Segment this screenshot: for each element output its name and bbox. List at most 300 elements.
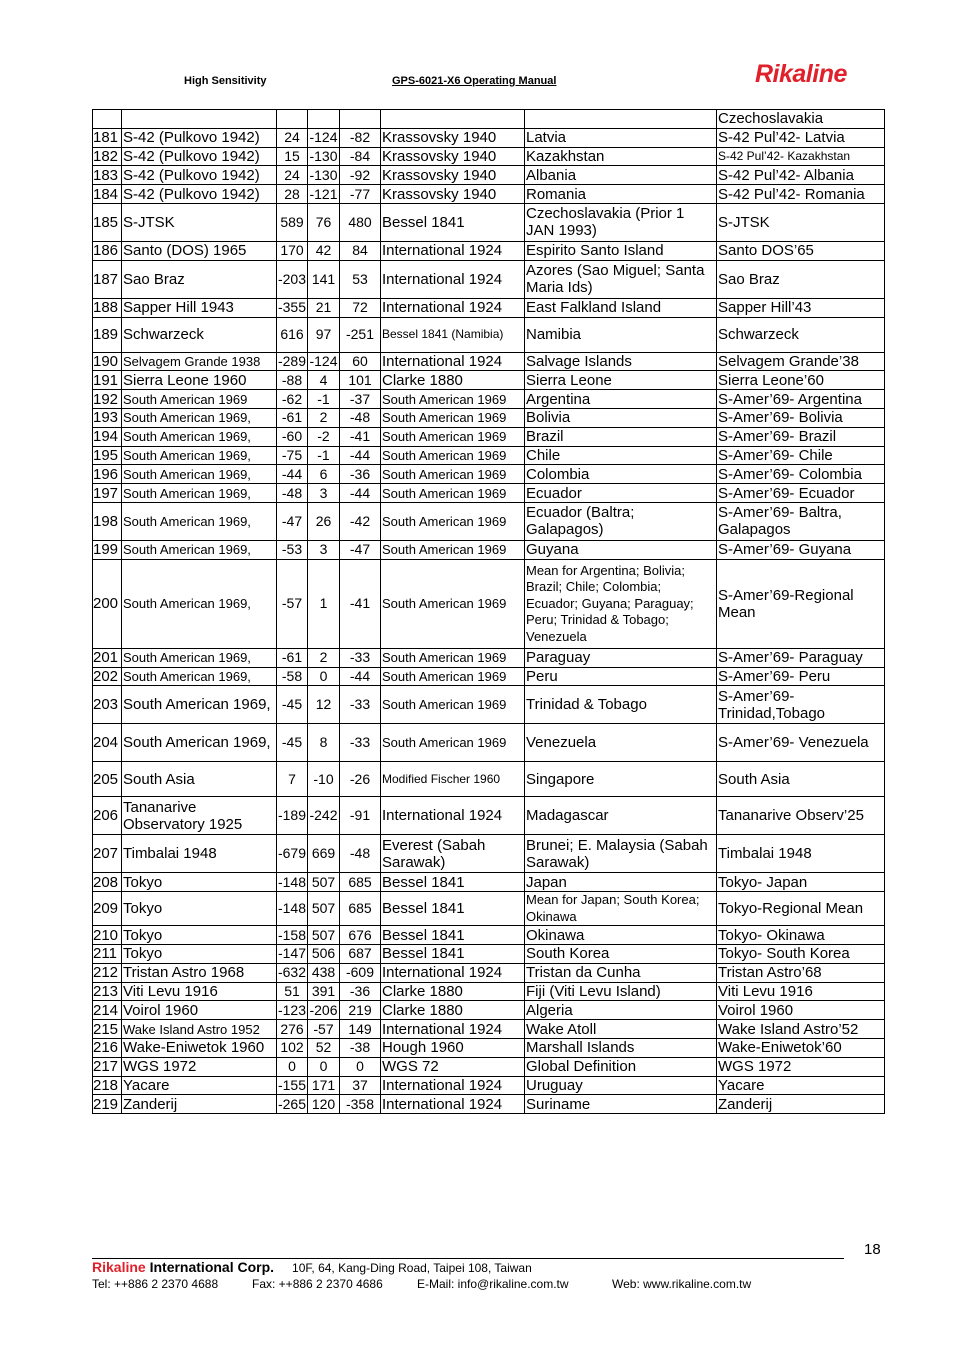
row-index-cell: 191 <box>93 371 122 390</box>
short-name-cell: S-Amer’69- Brazil <box>717 427 885 446</box>
datum-name-cell: South American 1969, <box>122 648 277 667</box>
row-index-cell: 201 <box>93 648 122 667</box>
datum-name-cell: South American 1969, <box>122 502 277 540</box>
table-row <box>93 352 885 371</box>
row-index-cell: 208 <box>93 873 122 892</box>
datum-name-cell: Timbalai 1948 <box>122 835 277 873</box>
delta-x-cell: -679 <box>277 835 308 873</box>
delta-x-cell: 276 <box>277 1020 308 1039</box>
delta-x-cell: -58 <box>277 667 308 686</box>
delta-x-cell: -75 <box>277 446 308 465</box>
delta-z-cell: -48 <box>340 835 381 873</box>
footer-web: Web: www.rikaline.com.tw <box>612 1277 752 1291</box>
delta-x-cell: -355 <box>277 299 307 316</box>
ellipsoid-cell: Krassovsky 1940 <box>381 147 525 166</box>
row-index-cell: 196 <box>93 465 122 484</box>
short-name-cell: Tokyo- Japan <box>717 873 885 892</box>
datum-name-cell: S-42 (Pulkovo 1942) <box>122 185 277 204</box>
table-row <box>93 484 885 503</box>
datum-name-cell: South American 1969, <box>122 484 277 503</box>
ellipsoid-cell: International 1924 <box>381 1095 525 1114</box>
row-index-cell: 192 <box>93 390 122 409</box>
datum-name-cell: Sapper Hill 1943 <box>122 298 277 317</box>
delta-x-cell: -48 <box>277 484 308 503</box>
delta-y-cell: 669 <box>308 835 340 873</box>
short-name-cell: Sao Braz <box>717 260 885 298</box>
delta-z-cell: 687 <box>340 944 381 963</box>
footer-email: E-Mail: info@rikaline.com.tw <box>417 1277 569 1291</box>
row-index-cell: 206 <box>93 797 122 835</box>
row-index-cell: 195 <box>93 446 122 465</box>
delta-y-cell: 507 <box>308 926 340 945</box>
datum-name-cell: S-42 (Pulkovo 1942) <box>122 128 277 147</box>
delta-y-cell: 141 <box>308 260 340 298</box>
datum-name-cell: Tristan Astro 1968 <box>122 963 277 982</box>
delta-y-cell: 1 <box>308 559 340 648</box>
region-cell: Tristan da Cunha <box>525 963 717 982</box>
table-row <box>93 648 885 667</box>
delta-y-cell: 2 <box>308 648 340 667</box>
datum-name-cell: South American 1969, <box>122 408 277 427</box>
ellipsoid-cell: South American 1969 <box>381 667 525 686</box>
short-name-cell: S-Amer’69- Bolivia <box>717 408 885 427</box>
delta-y-cell: 0 <box>308 667 340 686</box>
datum-name-cell: Zanderij <box>122 1095 277 1114</box>
datum-name-cell: Sao Braz <box>122 260 277 298</box>
datum-name-cell: South American 1969, <box>122 686 277 724</box>
delta-y-cell <box>308 110 340 129</box>
region-cell: Latvia <box>525 128 717 147</box>
ellipsoid-cell: Modified Fischer 1960 <box>381 762 525 797</box>
delta-z-cell: 101 <box>340 371 381 390</box>
row-index-cell: 218 <box>93 1076 122 1095</box>
delta-z-cell: -41 <box>340 559 381 648</box>
delta-y-cell: -242 <box>308 797 340 835</box>
delta-x-cell: -148 <box>277 873 307 890</box>
datum-name-cell: South American 1969, <box>122 465 277 484</box>
datum-name-cell: Tokyo <box>122 944 277 963</box>
region-cell: Espirito Santo Island <box>525 241 717 260</box>
table-row <box>93 926 885 945</box>
short-name-cell: S-Amer’69- Baltra, Galapagos <box>717 502 885 540</box>
delta-z-cell: -33 <box>340 648 381 667</box>
short-name-cell: Sapper Hill’43 <box>717 298 885 317</box>
delta-z-cell: 53 <box>340 260 381 298</box>
ellipsoid-cell: Bessel 1841 (Namibia) <box>381 317 525 352</box>
ellipsoid-cell: International 1924 <box>381 797 525 835</box>
ellipsoid-cell: International 1924 <box>381 298 525 317</box>
delta-z-cell: 37 <box>340 1076 381 1095</box>
table-row <box>93 892 885 926</box>
ellipsoid-cell <box>381 110 525 129</box>
delta-x-cell: -289 <box>277 352 307 369</box>
row-index-cell: 199 <box>93 540 122 559</box>
short-name-cell: S-Amer’69- Argentina <box>717 390 885 409</box>
region-cell: Brazil <box>525 427 717 446</box>
table-row <box>93 963 885 982</box>
table-row <box>93 797 885 835</box>
short-name-cell: Voirol 1960 <box>717 1001 885 1020</box>
region-cell: Salvage Islands <box>525 352 717 371</box>
short-name-cell: Czechoslavakia <box>717 110 885 129</box>
short-name-cell: S-Amer’69- Venezuela <box>717 724 885 762</box>
row-index-cell: 189 <box>93 317 122 352</box>
region-cell: Sierra Leone <box>525 371 717 390</box>
region-cell: Algeria <box>525 1001 717 1020</box>
delta-y-cell: 76 <box>308 203 340 241</box>
delta-x-cell: -148 <box>277 892 308 926</box>
row-index-cell: 185 <box>93 203 122 241</box>
region-cell: Madagascar <box>525 797 717 835</box>
region-cell: Mean for Japan; South Korea; Okinawa <box>525 892 717 926</box>
row-index-cell: 210 <box>93 926 122 945</box>
table-row <box>93 944 885 963</box>
datum-table <box>92 109 885 1114</box>
row-index-cell: 200 <box>93 559 122 648</box>
short-name-cell: Yacare <box>717 1076 885 1095</box>
delta-y-cell: 507 <box>308 892 340 926</box>
delta-x-cell: 7 <box>277 762 308 797</box>
ellipsoid-cell: South American 1969 <box>381 724 525 762</box>
datum-name-cell <box>122 110 277 129</box>
short-name-cell: S-JTSK <box>717 203 885 241</box>
table-row <box>93 873 885 892</box>
short-name-cell: S-42 Pul’42- Latvia <box>717 128 885 147</box>
region-cell: Uruguay <box>525 1076 717 1095</box>
delta-x-cell: 28 <box>277 185 308 204</box>
page-number: 18 <box>864 1241 881 1258</box>
footer-fax: Fax: ++886 2 2370 4686 <box>252 1277 383 1291</box>
row-index-cell: 212 <box>93 963 122 982</box>
footer-address: 10F, 64, Kang-Ding Road, Taipei 108, Taiwan <box>292 1261 532 1275</box>
short-name-cell: Santo DOS’65 <box>717 241 885 260</box>
row-index-cell: 184 <box>93 185 122 204</box>
ellipsoid-cell: WGS 72 <box>381 1057 525 1076</box>
table-row <box>93 298 885 317</box>
delta-z-cell: 149 <box>340 1020 381 1039</box>
delta-x-cell: -61 <box>277 408 308 427</box>
delta-x-cell: -45 <box>277 686 308 724</box>
delta-z-cell: -42 <box>340 502 381 540</box>
ellipsoid-cell: South American 1969 <box>381 465 525 484</box>
table-row <box>93 1057 885 1076</box>
ellipsoid-cell: Bessel 1841 <box>381 944 525 963</box>
table-row <box>93 1001 885 1020</box>
short-name-cell: Timbalai 1948 <box>717 835 885 873</box>
short-name-cell: South Asia <box>717 762 885 797</box>
region-cell: Suriname <box>525 1095 717 1114</box>
table-row <box>93 540 885 559</box>
delta-z-cell: -36 <box>340 465 381 484</box>
datum-name-cell: S-JTSK <box>122 203 277 241</box>
region-cell: Argentina <box>525 390 717 409</box>
delta-y-cell: -206 <box>309 1001 338 1018</box>
datum-name-cell: Wake Island Astro 1952 <box>122 1020 277 1039</box>
datum-table-body <box>93 110 885 1114</box>
delta-y-cell: 3 <box>308 540 340 559</box>
delta-x-cell: 24 <box>277 166 308 185</box>
datum-name-cell: Schwarzeck <box>122 317 277 352</box>
region-cell: Ecuador (Baltra; Galapagos) <box>525 502 717 540</box>
delta-z-cell: -251 <box>340 317 381 352</box>
datum-name-cell: South American 1969, <box>122 559 277 648</box>
table-row <box>93 390 885 409</box>
delta-x-cell: 15 <box>277 147 308 166</box>
delta-z-cell: 480 <box>340 203 381 241</box>
ellipsoid-cell: Bessel 1841 <box>381 892 525 926</box>
ellipsoid-cell: Hough 1960 <box>381 1038 525 1057</box>
delta-y-cell: -57 <box>308 1020 340 1039</box>
ellipsoid-cell: Clarke 1880 <box>381 371 525 390</box>
delta-y-cell: 52 <box>308 1038 340 1057</box>
short-name-cell: S-Amer’69-Regional Mean <box>717 559 885 648</box>
delta-x-cell: -47 <box>277 502 308 540</box>
delta-z-cell: 685 <box>340 873 381 892</box>
delta-y-cell: -124 <box>309 129 338 146</box>
row-index-cell: 205 <box>93 762 122 797</box>
region-cell: Romania <box>525 185 717 204</box>
datum-name-cell: WGS 1972 <box>122 1057 277 1076</box>
row-index-cell: 217 <box>93 1057 122 1076</box>
row-index-cell: 198 <box>93 502 122 540</box>
footer-contact-line <box>92 1277 751 1291</box>
delta-y-cell: -130 <box>309 147 338 164</box>
ellipsoid-cell: Everest (Sabah Sarawak) <box>381 835 525 873</box>
row-index-cell: 183 <box>93 166 122 185</box>
short-name-cell: S-42 Pul’42- Albania <box>717 166 885 185</box>
ellipsoid-cell: International 1924 <box>381 352 525 371</box>
delta-y-cell: 391 <box>308 982 340 1001</box>
delta-z-cell: -84 <box>340 147 381 166</box>
datum-name-cell: South American 1969, <box>122 540 277 559</box>
table-row <box>93 502 885 540</box>
datum-name-cell: S-42 (Pulkovo 1942) <box>122 147 277 166</box>
datum-name-cell: Tananarive Observatory 1925 <box>122 797 277 835</box>
row-index-cell: 214 <box>93 1001 122 1020</box>
ellipsoid-cell: South American 1969 <box>381 540 525 559</box>
footer-tel: Tel: ++886 2 2370 4688 <box>92 1277 219 1291</box>
delta-x-cell: -57 <box>277 559 308 648</box>
region-cell: Global Definition <box>525 1057 717 1076</box>
delta-z-cell: 685 <box>340 892 381 926</box>
header-manual-title: GPS-6021-X6 Operating Manual <box>392 75 557 87</box>
ellipsoid-cell: Clarke 1880 <box>381 1001 525 1020</box>
delta-z-cell: -609 <box>340 963 381 982</box>
delta-y-cell: 26 <box>308 502 340 540</box>
delta-y-cell: 171 <box>308 1076 340 1095</box>
delta-z-cell: -37 <box>340 390 381 409</box>
ellipsoid-cell: South American 1969 <box>381 390 525 409</box>
region-cell: Wake Atoll <box>525 1020 717 1039</box>
row-index-cell: 187 <box>93 260 122 298</box>
short-name-cell: S-Amer’69- Trinidad,Tobago <box>717 686 885 724</box>
region-cell: Peru <box>525 667 717 686</box>
delta-x-cell: -189 <box>277 797 308 835</box>
row-index-cell: 190 <box>93 352 122 371</box>
table-row <box>93 559 885 648</box>
datum-name-cell: Viti Levu 1916 <box>122 982 277 1001</box>
footer-company: International Corp. <box>145 1259 275 1275</box>
row-index-cell: 203 <box>93 686 122 724</box>
row-index-cell: 186 <box>93 241 122 260</box>
delta-y-cell: -124 <box>309 352 338 369</box>
table-row <box>93 110 885 129</box>
delta-x-cell: -45 <box>277 724 308 762</box>
region-cell: Namibia <box>525 317 717 352</box>
region-cell: Ecuador <box>525 484 717 503</box>
region-cell: Fiji (Viti Levu Island) <box>525 982 717 1001</box>
region-cell: Brunei; E. Malaysia (Sabah Sarawak) <box>525 835 717 873</box>
delta-y-cell: -2 <box>308 427 340 446</box>
table-row <box>93 1076 885 1095</box>
delta-y-cell: 0 <box>308 1057 340 1076</box>
ellipsoid-cell: International 1924 <box>381 241 525 260</box>
delta-y-cell: 6 <box>308 465 340 484</box>
region-cell: Venezuela <box>525 724 717 762</box>
region-cell: Kazakhstan <box>525 147 717 166</box>
delta-x-cell: -61 <box>277 648 308 667</box>
delta-z-cell: -48 <box>340 408 381 427</box>
table-row <box>93 465 885 484</box>
table-row <box>93 427 885 446</box>
delta-x-cell: -62 <box>277 390 308 409</box>
short-name-cell: Tokyo-Regional Mean <box>717 892 885 926</box>
table-row <box>93 686 885 724</box>
delta-z-cell: 72 <box>340 298 381 317</box>
delta-y-cell: 42 <box>308 241 340 260</box>
delta-x-cell: -53 <box>277 540 308 559</box>
ellipsoid-cell: South American 1969 <box>381 408 525 427</box>
short-name-cell: S-Amer’69- Guyana <box>717 540 885 559</box>
delta-z-cell: -33 <box>340 686 381 724</box>
region-cell: Czechoslavakia (Prior 1 JAN 1993) <box>525 203 717 241</box>
row-index-cell: 182 <box>93 147 122 166</box>
region-cell: Azores (Sao Miguel; Santa Maria Ids) <box>525 260 717 298</box>
region-cell: Okinawa <box>525 926 717 945</box>
delta-x-cell: 51 <box>277 982 308 1001</box>
datum-name-cell: Tokyo <box>122 873 277 892</box>
region-cell: Paraguay <box>525 648 717 667</box>
datum-name-cell: S-42 (Pulkovo 1942) <box>122 166 277 185</box>
region-cell: Trinidad & Tobago <box>525 686 717 724</box>
delta-y-cell: 3 <box>308 484 340 503</box>
row-index-cell: 204 <box>93 724 122 762</box>
delta-z-cell: -92 <box>340 166 381 185</box>
delta-x-cell: 0 <box>277 1057 308 1076</box>
short-name-cell: S-Amer’69- Peru <box>717 667 885 686</box>
delta-x-cell: -44 <box>277 465 308 484</box>
delta-z-cell: -358 <box>340 1095 381 1114</box>
delta-x-cell: -155 <box>277 1076 307 1093</box>
delta-x-cell: 24 <box>277 128 308 147</box>
short-name-cell: Selvagem Grande’38 <box>717 352 885 371</box>
ellipsoid-cell: South American 1969 <box>381 427 525 446</box>
delta-y-cell: -130 <box>309 166 338 183</box>
footer-company-line <box>92 1259 532 1275</box>
delta-z-cell: 219 <box>340 1001 381 1020</box>
delta-z-cell: 60 <box>340 352 381 371</box>
delta-y-cell: 120 <box>308 1095 340 1114</box>
ellipsoid-cell: International 1924 <box>381 1020 525 1039</box>
short-name-cell: Viti Levu 1916 <box>717 982 885 1001</box>
table-row <box>93 835 885 873</box>
rikaline-logo: Rikaline <box>755 60 847 88</box>
delta-y-cell: -121 <box>309 185 338 202</box>
short-name-cell: S-Amer’69- Ecuador <box>717 484 885 503</box>
ellipsoid-cell: South American 1969 <box>381 559 525 648</box>
delta-y-cell: 21 <box>308 298 340 317</box>
delta-y-cell: -1 <box>308 390 340 409</box>
row-index-cell: 216 <box>93 1038 122 1057</box>
short-name-cell: WGS 1972 <box>717 1057 885 1076</box>
datum-name-cell: Voirol 1960 <box>122 1001 277 1020</box>
short-name-cell: Zanderij <box>717 1095 885 1114</box>
table-row <box>93 762 885 797</box>
row-index-cell: 211 <box>93 944 122 963</box>
row-index-cell: 202 <box>93 667 122 686</box>
table-row <box>93 166 885 185</box>
table-row <box>93 1020 885 1039</box>
ellipsoid-cell: Bessel 1841 <box>381 873 525 892</box>
short-name-cell: Tokyo- South Korea <box>717 944 885 963</box>
delta-x-cell: 589 <box>277 203 308 241</box>
region-cell <box>525 110 717 129</box>
datum-name-cell: South American 1969, <box>122 724 277 762</box>
delta-z-cell <box>340 110 381 129</box>
region-cell: Bolivia <box>525 408 717 427</box>
table-row <box>93 982 885 1001</box>
region-cell: Guyana <box>525 540 717 559</box>
row-index-cell: 213 <box>93 982 122 1001</box>
datum-name-cell: Tokyo <box>122 892 277 926</box>
datum-name-cell: Wake-Eniwetok 1960 <box>122 1038 277 1057</box>
delta-y-cell: 12 <box>308 686 340 724</box>
region-cell: Japan <box>525 873 717 892</box>
ellipsoid-cell: South American 1969 <box>381 648 525 667</box>
short-name-cell: Wake Island Astro’52 <box>717 1020 885 1039</box>
delta-y-cell: 438 <box>308 963 340 982</box>
ellipsoid-cell: South American 1969 <box>381 502 525 540</box>
datum-name-cell: Sierra Leone 1960 <box>122 371 277 390</box>
row-index-cell: 219 <box>93 1095 122 1114</box>
short-name-cell: S-Amer’69- Paraguay <box>717 648 885 667</box>
table-row <box>93 260 885 298</box>
region-cell: Marshall Islands <box>525 1038 717 1057</box>
datum-name-cell: South American 1969, <box>122 446 277 465</box>
delta-x-cell: -265 <box>277 1095 307 1112</box>
delta-z-cell: -41 <box>340 427 381 446</box>
row-index-cell: 207 <box>93 835 122 873</box>
region-cell: Colombia <box>525 465 717 484</box>
row-index-cell: 215 <box>93 1020 122 1039</box>
table-row <box>93 1038 885 1057</box>
ellipsoid-cell: South American 1969 <box>381 446 525 465</box>
short-name-cell: Schwarzeck <box>717 317 885 352</box>
region-cell: Mean for Argentina; Bolivia; Brazil; Chile; Colombia; Ecuador; Guyana; Paraguay; Peru; Trinidad & Tobago; Venezuela <box>525 559 717 648</box>
ellipsoid-cell: Krassovsky 1940 <box>381 185 525 204</box>
short-name-cell: S-Amer’69- Chile <box>717 446 885 465</box>
short-name-cell: Sierra Leone’60 <box>717 371 885 390</box>
datum-name-cell: South American 1969, <box>122 667 277 686</box>
delta-z-cell: 0 <box>340 1057 381 1076</box>
row-index-cell <box>93 110 122 129</box>
delta-x-cell: -203 <box>277 260 308 298</box>
short-name-cell: Tristan Astro’68 <box>717 963 885 982</box>
table-row <box>93 128 885 147</box>
table-row <box>93 371 885 390</box>
ellipsoid-cell: Krassovsky 1940 <box>381 128 525 147</box>
delta-z-cell: 676 <box>340 926 381 945</box>
